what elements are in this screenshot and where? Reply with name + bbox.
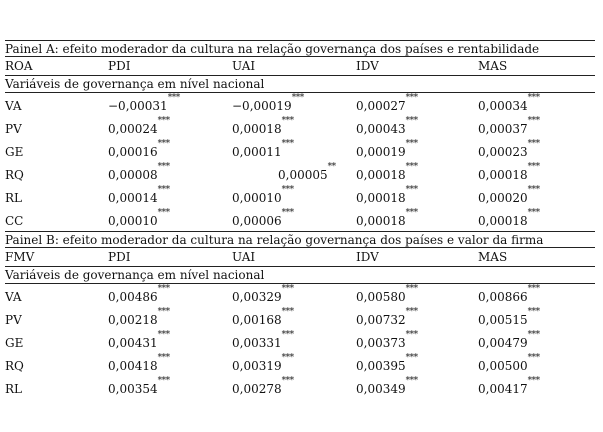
significance-stars: *** bbox=[405, 330, 418, 340]
coefficient-value: −0,00031 bbox=[108, 99, 168, 113]
coefficient-cell bbox=[356, 139, 418, 159]
coefficient-value: 0,00011 bbox=[232, 145, 282, 159]
table-row bbox=[5, 376, 595, 399]
coefficient-value: 0,00218 bbox=[108, 313, 158, 327]
row-label: CC bbox=[5, 214, 24, 228]
significance-stars: *** bbox=[405, 116, 418, 126]
significance-stars: *** bbox=[281, 376, 294, 386]
coefficient-cell bbox=[108, 307, 170, 327]
coefficient-cell bbox=[108, 116, 170, 136]
coefficient-cell bbox=[478, 284, 540, 304]
panel-b-header-mas: MAS bbox=[478, 250, 508, 264]
table-row bbox=[5, 162, 595, 185]
coefficient-cell bbox=[478, 116, 540, 136]
significance-stars: *** bbox=[527, 116, 540, 126]
coefficient-value: 0,00043 bbox=[356, 122, 406, 136]
coefficient-cell bbox=[356, 330, 418, 350]
panel-b-header-row bbox=[5, 248, 595, 266]
coefficient-value: 0,00395 bbox=[356, 359, 406, 373]
coefficient-value: 0,00018 bbox=[356, 191, 406, 205]
significance-stars: *** bbox=[405, 208, 418, 218]
coefficient-cell bbox=[356, 162, 418, 182]
significance-stars: *** bbox=[527, 93, 540, 103]
coefficient-cell bbox=[478, 208, 540, 228]
coefficient-cell bbox=[356, 353, 418, 373]
significance-stars: *** bbox=[157, 284, 170, 294]
coefficient-value: 0,00010 bbox=[232, 191, 282, 205]
significance-stars: *** bbox=[405, 376, 418, 386]
panel-a-header-uai: UAI bbox=[232, 59, 256, 73]
coefficient-value: 0,00034 bbox=[478, 99, 528, 113]
coefficient-cell bbox=[232, 93, 304, 113]
coefficient-value: 0,00515 bbox=[478, 313, 528, 327]
significance-stars: *** bbox=[527, 208, 540, 218]
significance-stars: *** bbox=[527, 376, 540, 386]
coefficient-value: 0,00016 bbox=[108, 145, 158, 159]
table-row bbox=[5, 353, 595, 376]
significance-stars: *** bbox=[405, 284, 418, 294]
coefficient-value: 0,00018 bbox=[232, 122, 282, 136]
coefficient-cell bbox=[108, 284, 170, 304]
coefficient-value: 0,00018 bbox=[478, 168, 528, 182]
panel-b-header-idv: IDV bbox=[356, 250, 379, 264]
coefficient-value: 0,00014 bbox=[108, 191, 158, 205]
significance-stars: *** bbox=[281, 307, 294, 317]
significance-stars: *** bbox=[281, 353, 294, 363]
significance-stars: *** bbox=[281, 330, 294, 340]
row-label: PV bbox=[5, 313, 22, 327]
significance-stars: *** bbox=[405, 162, 418, 172]
coefficient-value: 0,00024 bbox=[108, 122, 158, 136]
significance-stars: *** bbox=[157, 307, 170, 317]
coefficient-value: 0,00418 bbox=[108, 359, 158, 373]
coefficient-value: 0,00278 bbox=[232, 382, 282, 396]
coefficient-value: 0,00486 bbox=[108, 290, 158, 304]
table-row bbox=[5, 139, 595, 162]
significance-stars: *** bbox=[157, 208, 170, 218]
coefficient-cell bbox=[108, 353, 170, 373]
panel-b-body bbox=[5, 284, 595, 399]
coefficient-cell bbox=[356, 208, 418, 228]
coefficient-cell bbox=[232, 139, 294, 159]
panel-b-header-dependent: FMV bbox=[5, 250, 35, 264]
coefficient-cell bbox=[478, 93, 540, 113]
panel-a-header-idv: IDV bbox=[356, 59, 379, 73]
table-row bbox=[5, 208, 595, 231]
coefficient-cell bbox=[108, 185, 170, 205]
coefficient-value: 0,00168 bbox=[232, 313, 282, 327]
coefficient-value: 0,00373 bbox=[356, 336, 406, 350]
coefficient-value: −0,00019 bbox=[232, 99, 292, 113]
panel-a-body bbox=[5, 93, 595, 231]
coefficient-value: 0,00018 bbox=[478, 214, 528, 228]
significance-stars: *** bbox=[527, 162, 540, 172]
coefficient-value: 0,00037 bbox=[478, 122, 528, 136]
coefficient-cell bbox=[108, 330, 170, 350]
coefficient-value: 0,00479 bbox=[478, 336, 528, 350]
coefficient-value: 0,00431 bbox=[108, 336, 158, 350]
coefficient-value: 0,00500 bbox=[478, 359, 528, 373]
table-row bbox=[5, 330, 595, 353]
coefficient-value: 0,00005 bbox=[278, 168, 328, 182]
row-label: VA bbox=[5, 290, 22, 304]
panel-b-header-uai: UAI bbox=[232, 250, 256, 264]
coefficient-value: 0,00020 bbox=[478, 191, 528, 205]
significance-stars: *** bbox=[405, 93, 418, 103]
coefficient-cell bbox=[478, 139, 540, 159]
table-row bbox=[5, 185, 595, 208]
significance-stars: *** bbox=[157, 330, 170, 340]
coefficient-value: 0,00018 bbox=[356, 214, 406, 228]
coefficient-cell bbox=[232, 353, 294, 373]
significance-stars: *** bbox=[281, 185, 294, 195]
panel-a-section-label: Variáveis de governança em nível nacional bbox=[5, 77, 265, 91]
coefficient-cell bbox=[278, 162, 336, 182]
coefficient-cell bbox=[108, 139, 170, 159]
coefficient-value: 0,00354 bbox=[108, 382, 158, 396]
significance-stars: *** bbox=[281, 116, 294, 126]
panel-a-header-mas: MAS bbox=[478, 59, 508, 73]
coefficient-cell bbox=[232, 284, 294, 304]
coefficient-cell bbox=[108, 93, 180, 113]
table-row bbox=[5, 307, 595, 330]
row-label: GE bbox=[5, 336, 24, 350]
table-row bbox=[5, 116, 595, 139]
coefficient-cell bbox=[478, 162, 540, 182]
coefficient-cell bbox=[356, 116, 418, 136]
significance-stars: *** bbox=[405, 307, 418, 317]
row-label: RQ bbox=[5, 359, 24, 373]
significance-stars: *** bbox=[405, 185, 418, 195]
row-label: GE bbox=[5, 145, 24, 159]
coefficient-cell bbox=[232, 116, 294, 136]
coefficient-value: 0,00417 bbox=[478, 382, 528, 396]
significance-stars: *** bbox=[527, 185, 540, 195]
coefficient-cell bbox=[356, 93, 418, 113]
coefficient-cell bbox=[108, 208, 170, 228]
coefficient-cell bbox=[478, 376, 540, 396]
significance-stars: *** bbox=[291, 93, 304, 103]
panel-b-title: Painel B: efeito moderador da cultura na relação governança dos países e valor da firma bbox=[5, 233, 544, 247]
significance-stars: *** bbox=[281, 208, 294, 218]
significance-stars: *** bbox=[157, 162, 170, 172]
table-row bbox=[5, 93, 595, 116]
row-label: RQ bbox=[5, 168, 24, 182]
coefficient-value: 0,00018 bbox=[356, 168, 406, 182]
significance-stars: *** bbox=[157, 139, 170, 149]
panel-a-header-pdi: PDI bbox=[108, 59, 131, 73]
significance-stars: *** bbox=[527, 307, 540, 317]
coefficient-value: 0,00010 bbox=[108, 214, 158, 228]
significance-stars: *** bbox=[157, 116, 170, 126]
coefficient-cell bbox=[478, 307, 540, 327]
coefficient-value: 0,00866 bbox=[478, 290, 528, 304]
coefficient-cell bbox=[232, 376, 294, 396]
coefficient-cell bbox=[232, 208, 294, 228]
coefficient-cell bbox=[356, 307, 418, 327]
panel-b-section-label: Variáveis de governança em nível nacional bbox=[5, 268, 265, 282]
coefficient-cell bbox=[478, 353, 540, 373]
coefficient-cell bbox=[356, 284, 418, 304]
coefficient-value: 0,00023 bbox=[478, 145, 528, 159]
significance-stars: ** bbox=[327, 162, 336, 172]
significance-stars: *** bbox=[527, 353, 540, 363]
significance-stars: *** bbox=[157, 353, 170, 363]
table-row bbox=[5, 284, 595, 307]
coefficient-cell bbox=[232, 185, 294, 205]
coefficient-cell bbox=[232, 307, 294, 327]
coefficient-cell bbox=[356, 185, 418, 205]
coefficient-value: 0,00319 bbox=[232, 359, 282, 373]
significance-stars: *** bbox=[527, 284, 540, 294]
coefficient-value: 0,00331 bbox=[232, 336, 282, 350]
coefficient-cell bbox=[108, 162, 170, 182]
results-table bbox=[5, 40, 595, 399]
coefficient-cell bbox=[356, 376, 418, 396]
significance-stars: *** bbox=[281, 139, 294, 149]
row-label: RL bbox=[5, 382, 23, 396]
coefficient-value: 0,00008 bbox=[108, 168, 158, 182]
coefficient-cell bbox=[478, 185, 540, 205]
significance-stars: *** bbox=[167, 93, 180, 103]
significance-stars: *** bbox=[405, 139, 418, 149]
coefficient-cell bbox=[232, 330, 294, 350]
panel-a-header-dependent: ROA bbox=[5, 59, 33, 73]
significance-stars: *** bbox=[281, 284, 294, 294]
coefficient-value: 0,00027 bbox=[356, 99, 406, 113]
coefficient-value: 0,00329 bbox=[232, 290, 282, 304]
panel-b-header-pdi: PDI bbox=[108, 250, 131, 264]
significance-stars: *** bbox=[157, 376, 170, 386]
row-label: VA bbox=[5, 99, 22, 113]
significance-stars: *** bbox=[405, 353, 418, 363]
coefficient-cell bbox=[108, 376, 170, 396]
coefficient-value: 0,00019 bbox=[356, 145, 406, 159]
coefficient-cell bbox=[478, 330, 540, 350]
significance-stars: *** bbox=[157, 185, 170, 195]
coefficient-value: 0,00349 bbox=[356, 382, 406, 396]
significance-stars: *** bbox=[527, 330, 540, 340]
significance-stars: *** bbox=[527, 139, 540, 149]
coefficient-value: 0,00580 bbox=[356, 290, 406, 304]
coefficient-value: 0,00006 bbox=[232, 214, 282, 228]
coefficient-value: 0,00732 bbox=[356, 313, 406, 327]
row-label: PV bbox=[5, 122, 22, 136]
panel-a-header-row bbox=[5, 57, 595, 75]
panel-a-title: Painel A: efeito moderador da cultura na relação governança dos países e rentabilidade bbox=[5, 42, 540, 56]
row-label: RL bbox=[5, 191, 23, 205]
